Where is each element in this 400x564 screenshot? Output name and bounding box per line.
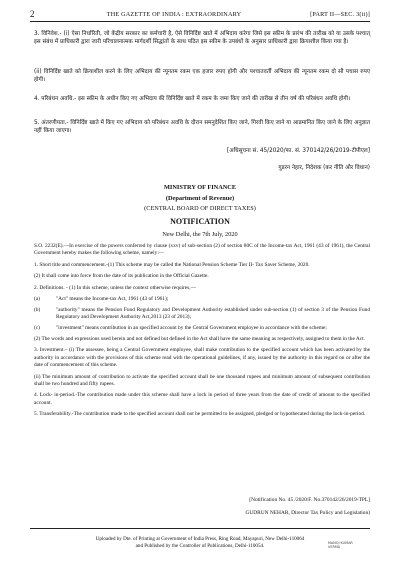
footer-rule — [30, 528, 370, 529]
hindi-para-3: 3. विनिवेश.- (i) ऐसा निर्धारिती, जो केंद्रीय सरकार का कर्मचारी है, ऐसे विनिर्दिष्ट खाते में अभिदाय करेगा जिसे इस स्कीम के प्रारंभ की तारीख को या उसके पश्चात् इस संबंध में प्राधिकारी द्वारा जारी परिचालनात्मक मार्गदर्शी सिद्धांतों के साथ पठित इस स्कीम के उपबंधों के अनुसार प्राधिकारी द्वारा क्रियाशील किया गया है। — [34, 31, 370, 46]
definition-b — [34, 307, 370, 322]
department-name: (Department of Revenue) — [165, 195, 235, 202]
section-1-2: (2) It shall come into force from the date of its publication in the Official Gazette. — [34, 273, 209, 280]
page-number: 2 — [30, 9, 35, 19]
section-3: 3. Investment.– (i) The assessee, being a Central Government employee, shall make contribution to the specified account which has been activated by the authority in accordance with the provisions of this scheme read with the operational guidelines, if any, issued by the authority in this regard on or after the date of commencement of this scheme. — [34, 347, 370, 369]
gazette-part: [PART II—SEC. 3(ii)] — [310, 10, 370, 18]
section-2-2: (2) The words and expressions used herein and not defined but defined in the Act shall have the same meaning as respectively, assigned to them in the Act. — [34, 335, 365, 342]
definition-text: "authority" means the Pension Fund Regulatory and Development Authority established under sub-section (1) of section 3 of the Pension Fund Regulatory and Development Authority Act,2013 (23 of 2013); — [56, 306, 370, 321]
ministry-name: MINISTRY OF FINANCE — [163, 184, 237, 191]
hindi-notification-number: [अधिसूचना सं. 45/2020/फा. सं. 370142/26/2019-टीपीएल] — [227, 148, 370, 154]
section-2: 2. Definitions. - (1) In this scheme, unless the context otherwise requires,— — [34, 284, 196, 291]
preamble: S.O. 2232(E).—In exercise of the powers conferred by clause (xxv) of sub-section (2) of section 80C of the Income-tax Act, 1961 (43 of 1961), the Central Government hereby makes the following scheme, namely:— — [34, 243, 370, 257]
english-signatory: GUDRUN NEHAR, Director Tax Policy and Legislation) — [245, 510, 370, 516]
section-4: 4. Lock- in-period.-The contribution made under this scheme shall have a lock in period of three years from the date of credit of amount to the specified account. — [34, 392, 370, 406]
definition-c — [34, 325, 370, 332]
header-rule — [30, 21, 370, 22]
page-header — [30, 8, 370, 20]
english-body — [34, 243, 370, 423]
definition-a — [34, 296, 370, 303]
definition-text: "Act" means the Income-tax Act, 1961 (43 of 1961); — [56, 296, 169, 303]
section-3-ii: (ii) The minimum amount of contribution to activate the specified account shall be one thousand rupees and minimum amount of subsequent contribution shall be two hundred and fifty rupees. — [34, 373, 370, 387]
hindi-para-5: 5. अंतरणीयता.- विनिर्दिष्ट खाते में किए गए अभिदाय को परिबंधन अवधि के दौरान समनुदेशित किए जाने, गिरवी किए जाने या आडमानित किए जाने के लिए अनुज्ञात नहीं किया जाएगा। — [34, 120, 370, 135]
logo-text: MANOJ KUMAR VERMA — [328, 541, 353, 549]
english-notification-number: [Notification No. 45 /2020/F. No.370142/26/2019-TPL] — [249, 497, 370, 503]
footer-line-1: Uploaded by Dte. of Printing at Government of India Press, Ring Road, Mayapuri, New Delhi-110064 — [95, 536, 305, 542]
definition-label: (a) — [34, 296, 40, 303]
hindi-para-4: 4. परिबंधन अवधि.- इस स्कीम के अधीन किए गए अभिदाय की विनिर्दिष्ट खाते में रकम के जमा किए जाने की तारीख से तीन वर्ष की परिबंधन अवधि होगी। — [34, 96, 351, 102]
gazette-title: THE GAZETTE OF INDIA : EXTRAORDINARY — [106, 10, 242, 18]
date-line: New Delhi, the 7th July, 2020 — [162, 231, 238, 238]
notification-heading: NOTIFICATION — [170, 217, 230, 226]
board-name: (CENTRAL BOARD OF DIRECT TAXES) — [144, 205, 256, 212]
footer-line-2: and Published by the Controller of Publications, Delhi-110054. — [135, 543, 265, 549]
definition-label: (b) — [34, 306, 41, 313]
section-1: 1. Short title and commencement.-(1) This scheme may be called the National Pension Scheme Tier II- Tax Saver Scheme, 2020. — [34, 261, 310, 268]
hindi-signatory: गुडरन नेहार, निदेशक (कर नीति और विधान) — [278, 165, 370, 171]
definition-text: "investment" means contribution in an specified account by the Central Government employee in accordance with the scheme; — [56, 324, 327, 331]
section-5: 5. Transferability.-The contribution made to the specified account shall not be permitted to be assigned, pledged or hypothecated during the lock-in-period. — [34, 411, 366, 418]
hindi-para-3-ii: (ii) विनिर्दिष्ट खाते को क्रियाशील करने के लिए अभिदाय की न्यूनतम रकम एक हजार रुपए होगी और पश्चातवर्ती अभिदाय की न्यूनतम रकम दो सौ पचास रुपए होगी। — [34, 69, 370, 84]
definition-label: (c) — [34, 324, 40, 331]
digital-signature-logo — [328, 541, 360, 553]
